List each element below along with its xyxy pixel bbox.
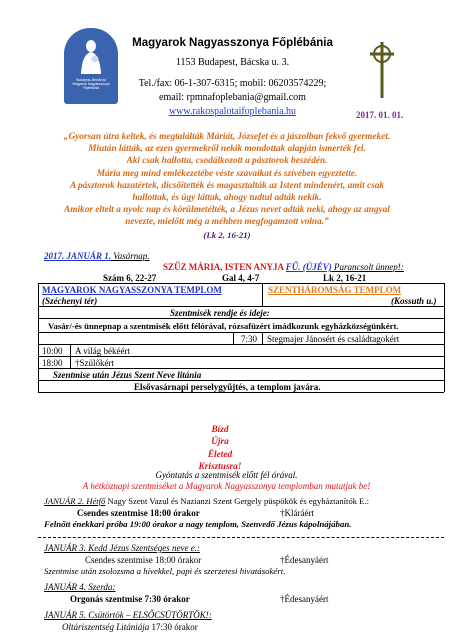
krisztus-motto bbox=[180, 424, 260, 473]
jan2-intention: †Kláráért bbox=[280, 508, 314, 518]
mass-intention: A világ békéért bbox=[75, 346, 130, 356]
motto-line: Bízd bbox=[211, 425, 229, 435]
cross-icon bbox=[368, 40, 396, 100]
feast-rank: FŰ. (ÚJÉV) bbox=[285, 262, 332, 272]
table-line bbox=[38, 283, 444, 284]
parish-email: email: rpmnafoplebania@gmail.com bbox=[159, 92, 306, 103]
gospel-quote bbox=[22, 131, 432, 241]
jan3-mass: Csendes szentmise 18:00 órakor bbox=[85, 555, 202, 565]
jan3-line bbox=[44, 543, 200, 553]
table-line bbox=[233, 332, 234, 344]
table-line bbox=[444, 283, 445, 392]
reading-2: Gal 4, 4-7 bbox=[222, 273, 260, 283]
table-line bbox=[38, 306, 444, 307]
feast-obligation: Parancsolt ünnep!: bbox=[331, 262, 404, 272]
parish-logo bbox=[64, 28, 118, 104]
jan2-mass: Csendes szentmise 18:00 órakor bbox=[77, 508, 200, 518]
quote-line: hallottak, és úgy láttak, ahogy tudtul adták nekik. bbox=[132, 193, 322, 204]
jan5-line bbox=[62, 622, 198, 632]
quote-line: Amikor eltelt a nyolc nap és körülmetélték, a Jézus nevet adták neki, ahogy az angyal bbox=[64, 205, 390, 216]
jan3-date: JANUÁR 3. Kedd bbox=[44, 543, 108, 553]
church-left-name: MAGYAROK NAGYASSZONYA TEMPLOM bbox=[42, 285, 222, 295]
table-line bbox=[38, 392, 444, 393]
jan2-line bbox=[44, 496, 369, 506]
parish-title: Magyarok Nagyasszonya Főplébánia bbox=[132, 37, 333, 49]
church-right-name: SZENTHÁROMSÁG TEMPLOM bbox=[268, 285, 402, 295]
jan5-date: JANUÁR 5. Csütörtök – ELSŐCSÜTÖRTÖK!: bbox=[44, 610, 212, 620]
mass-intention: †Szülőkért bbox=[75, 358, 114, 368]
jan2-desc: Nagy Szent Vazul és Nazianzi Szent Gergely püspökök és egyháztanítók E.: bbox=[105, 496, 369, 506]
table-line bbox=[38, 368, 444, 369]
jan2-date: JANUÁR 2. Hétfő bbox=[44, 496, 106, 506]
rosary-note: Vasár/-és ünnepnap a szentmisék előtt félórával, rózsafüzért imádkozunk egyházközségünkért. bbox=[48, 321, 399, 331]
mass-time: 18:00 bbox=[42, 358, 63, 368]
sunday-line bbox=[44, 251, 150, 261]
quote-line: Aki csak hallotta, csodálkozott a pásztorok beszédén. bbox=[126, 156, 328, 167]
choir-rehearsal: Felnőtt énekkari próba 19:00 órakor a nagy templom, Szenvedő Jézus kápolnájában. bbox=[44, 519, 352, 529]
parish-phone: Tel./fax: 06-1-307-6315; mobil: 06203574229; bbox=[138, 78, 327, 89]
logo-text: Budapest–Belvárosi Magyarok Nagyasszonya Főplébánia bbox=[72, 78, 110, 90]
sunday-day: Vasárnap. bbox=[111, 251, 150, 261]
table-line bbox=[38, 332, 444, 333]
quote-line: „Gyorsan útra keltek, és megtalálták Máriát, Józsefet és a jászolban fekvő gyermeket. bbox=[63, 132, 391, 142]
motto-line: Újra bbox=[211, 437, 229, 448]
weekday-note: A hétköznapi szentmiséket a Magyarok Nagyasszonya templomban mutatjuk be! bbox=[82, 481, 371, 491]
table-line bbox=[38, 380, 444, 381]
jan5-litany: Oltáriszentség Litániája bbox=[62, 622, 150, 632]
confession-note: Gyóntatás a szentmisék előtt fél órával. bbox=[155, 470, 298, 480]
table-line bbox=[70, 344, 71, 368]
right-mass-intention: Stegmajer Jánosért és családtagokért bbox=[267, 334, 400, 344]
parish-website-link[interactable]: www.rakospalotaifoplebania.hu bbox=[168, 106, 297, 117]
feast-name: SZŰZ MÁRIA, ISTEN ANYJA bbox=[163, 262, 286, 272]
sunday-date: 2017. JANUÁR 1. bbox=[44, 251, 112, 261]
reading-1: Szám 6, 22-27 bbox=[103, 273, 157, 283]
table-line bbox=[38, 356, 444, 357]
motto-line: Krisztusra! bbox=[198, 461, 242, 472]
table-line bbox=[38, 318, 444, 319]
madonna-icon bbox=[64, 28, 118, 104]
feast-line bbox=[163, 262, 404, 272]
litany-note: Szentmise után Jézus Szent Neve litánia bbox=[53, 370, 202, 380]
parish-address: 1153 Budapest, Bácska u. 3. bbox=[175, 57, 290, 68]
table-line bbox=[262, 283, 263, 306]
quote-line: Miután látták, az ezen gyermekről nekik mondottak alapján ismerték fel. bbox=[88, 144, 366, 155]
jan4-intention: †Édesanyáért bbox=[280, 594, 329, 604]
bulletin-date: 2017. 01. 01. bbox=[356, 110, 404, 120]
jan4-date: JANUÁR 4. Szerda: bbox=[44, 582, 116, 592]
quote-line: nevezte, mielőtt még a méhben megfogamzott volna.” bbox=[125, 217, 329, 228]
quote-reference: (Lk 2, 16-21) bbox=[203, 229, 251, 240]
table-line bbox=[38, 283, 39, 392]
jan4-mass: Orgonás szentmise 7:30 órakor bbox=[70, 594, 190, 604]
right-mass-time: 7:30 bbox=[241, 334, 258, 344]
jan3-intention: †Édesanyáért bbox=[280, 555, 329, 565]
quote-line: Mária meg mind emlékezetébe véste szavaikat és szívében egyeztette. bbox=[96, 168, 358, 179]
motto-line: Életed bbox=[207, 449, 233, 460]
church-left-location: (Széchenyi tér) bbox=[42, 296, 98, 306]
table-line bbox=[262, 332, 263, 344]
separator bbox=[38, 537, 444, 538]
table-line bbox=[38, 344, 444, 345]
jan3-note: Szentmise után zsolozsma a hívekkel, papi és szerzetesi hivatásokért. bbox=[44, 566, 286, 576]
mass-time: 10:00 bbox=[42, 346, 63, 356]
church-right-location: (Kossuth u.) bbox=[391, 296, 437, 306]
jan3-desc: Jézus Szentséges neve e.: bbox=[107, 543, 200, 553]
collection-note: Elsővasárnapi perselygyűjtés, a templom javára. bbox=[134, 382, 321, 392]
reading-3: Lk 2, 16-21 bbox=[323, 273, 367, 283]
jan5-time: 17:30 órakor bbox=[149, 622, 198, 632]
quote-line: A pásztorok hazatértek, dicsőítették és magasztalták az Istent mindenért, amit csak bbox=[69, 180, 385, 191]
schedule-heading: Szentmisék rendje és ideje: bbox=[170, 308, 270, 318]
